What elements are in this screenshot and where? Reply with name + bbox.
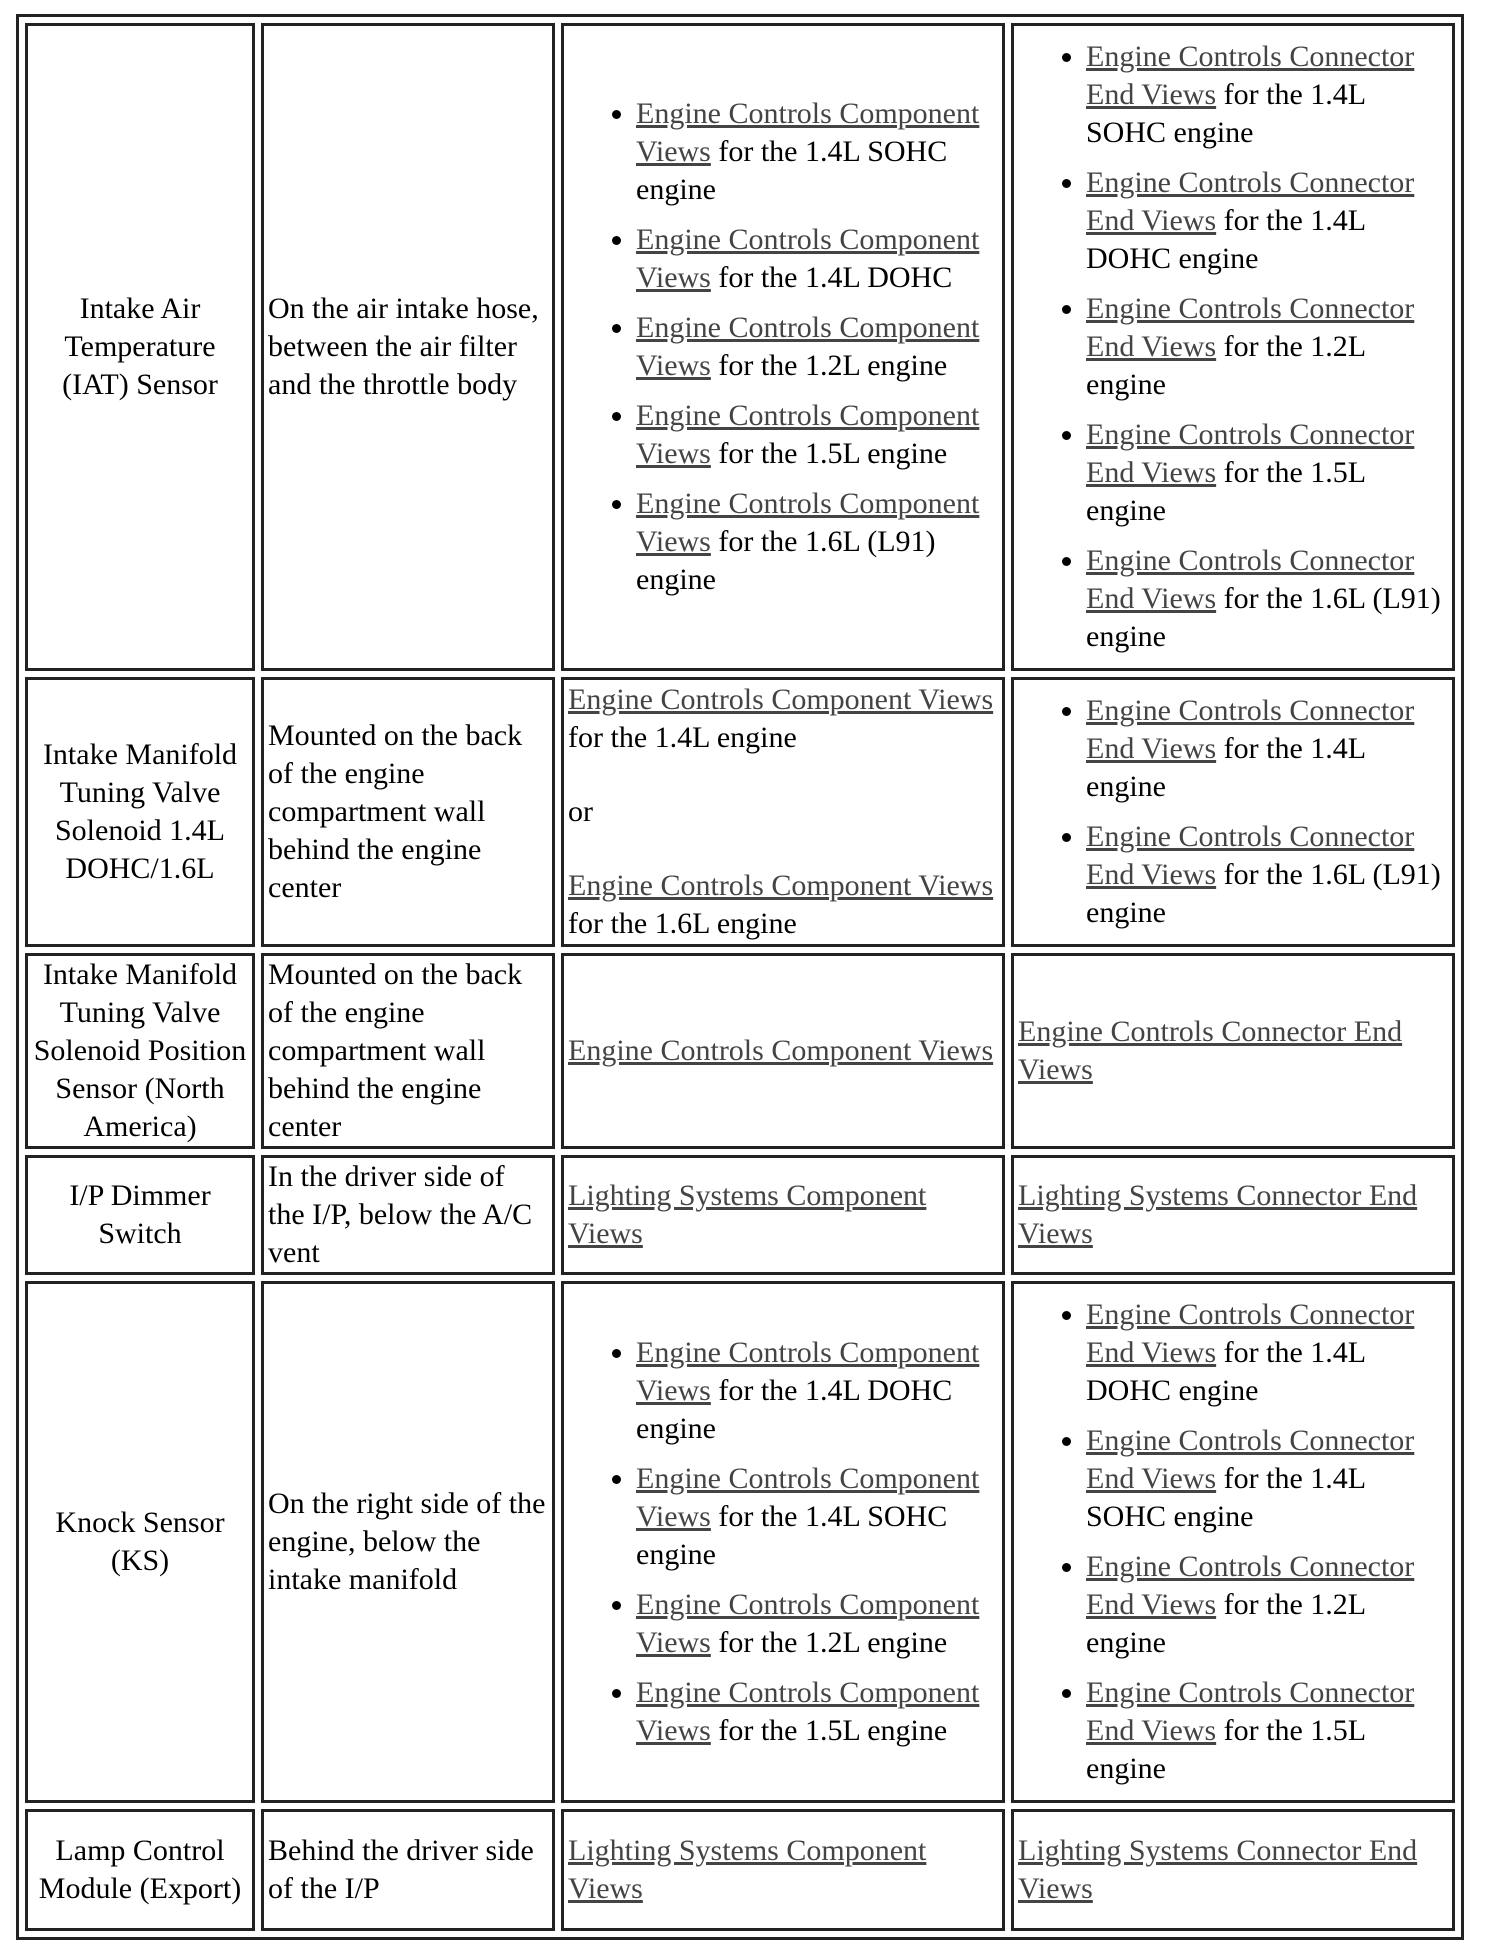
list-item xyxy=(636,1586,998,1662)
list-item xyxy=(636,1674,998,1750)
link-suffix: for the 1.2L engine xyxy=(710,349,948,382)
component-views-cell xyxy=(561,677,1005,947)
location-cell: On the air intake hose, between the air filter and the throttle body xyxy=(261,23,555,671)
list-item xyxy=(636,1460,998,1574)
link-suffix: for the 1.2L engine xyxy=(710,1626,948,1659)
component-views-list xyxy=(568,95,998,599)
component-views-cell xyxy=(561,953,1005,1149)
connector-views-cell xyxy=(1011,1809,1455,1931)
table-row xyxy=(25,23,1455,671)
connector-views-list xyxy=(1018,1296,1448,1788)
table-row xyxy=(25,953,1455,1149)
connector-end-views-link[interactable]: Lighting Systems Connector End Views xyxy=(1018,1179,1418,1250)
table-row xyxy=(25,1281,1455,1803)
component-views-link[interactable]: Engine Controls Component Views xyxy=(568,869,994,902)
link-suffix: for the 1.6L engine xyxy=(568,907,797,940)
component-views-link[interactable]: Engine Controls Component Views xyxy=(636,399,980,470)
link-suffix: for the 1.4L DOHC engine xyxy=(1086,204,1365,275)
connector-end-views-link[interactable]: Engine Controls Connector End Views xyxy=(1086,1550,1415,1621)
connector-views-cell xyxy=(1011,1155,1455,1275)
link-suffix: for the 1.4L SOHC engine xyxy=(1086,1462,1365,1533)
link-suffix: for the 1.4L engine xyxy=(568,721,797,754)
component-views-link[interactable]: Lighting Systems Component Views xyxy=(568,1834,927,1905)
list-item xyxy=(1086,164,1448,278)
component-views-link[interactable]: Engine Controls Component Views xyxy=(636,223,980,294)
list-item xyxy=(1086,542,1448,656)
location-cell: Behind the driver side of the I/P xyxy=(261,1809,555,1931)
table-row xyxy=(25,677,1455,947)
connector-end-views-link[interactable]: Engine Controls Connector End Views xyxy=(1086,694,1415,765)
list-item xyxy=(636,309,998,385)
link-suffix: for the 1.2L engine xyxy=(1086,330,1365,401)
component-views-cell xyxy=(561,1809,1005,1931)
component-views-link[interactable]: Engine Controls Component Views xyxy=(636,487,980,558)
link-suffix: for the 1.4L DOHC engine xyxy=(636,1374,953,1445)
list-item xyxy=(1086,38,1448,152)
connector-end-views-link[interactable]: Engine Controls Connector End Views xyxy=(1086,1424,1415,1495)
link-suffix: for the 1.4L DOHC engine xyxy=(1086,1336,1365,1407)
location-cell: On the right side of the engine, below the intake manifold xyxy=(261,1281,555,1803)
component-name-cell: I/P Dimmer Switch xyxy=(25,1155,255,1275)
table-row xyxy=(25,1155,1455,1275)
component-views-cell xyxy=(561,1155,1005,1275)
component-views-link[interactable]: Lighting Systems Component Views xyxy=(568,1179,927,1250)
connector-end-views-link[interactable]: Engine Controls Connector End Views xyxy=(1018,1015,1403,1086)
component-name-cell: Intake Air Temperature (IAT) Sensor xyxy=(25,23,255,671)
component-views-entry xyxy=(568,867,998,943)
component-views-cell xyxy=(561,1281,1005,1803)
or-separator: or xyxy=(568,795,593,828)
component-name-cell: Knock Sensor (KS) xyxy=(25,1281,255,1803)
component-views-link[interactable]: Engine Controls Component Views xyxy=(636,311,980,382)
component-views-cell xyxy=(561,23,1005,671)
link-suffix: for the 1.4L DOHC xyxy=(710,261,953,294)
component-views-link[interactable]: Engine Controls Component Views xyxy=(636,1462,980,1533)
connector-end-views-link[interactable]: Engine Controls Connector End Views xyxy=(1086,544,1415,615)
component-name-cell: Lamp Control Module (Export) xyxy=(25,1809,255,1931)
list-item xyxy=(636,1334,998,1448)
location-cell: Mounted on the back of the engine compartment wall behind the engine center xyxy=(261,953,555,1149)
connector-end-views-link[interactable]: Engine Controls Connector End Views xyxy=(1086,418,1415,489)
link-suffix: for the 1.2L engine xyxy=(1086,1588,1365,1659)
component-views-entry xyxy=(568,681,998,757)
link-suffix: for the 1.4L SOHC engine xyxy=(1086,78,1365,149)
component-views-link[interactable]: Engine Controls Component Views xyxy=(636,1336,980,1407)
component-name-cell: Intake Manifold Tuning Valve Solenoid Position Sensor (North America) xyxy=(25,953,255,1149)
connector-end-views-link[interactable]: Engine Controls Connector End Views xyxy=(1086,40,1415,111)
link-suffix: for the 1.6L (L91) engine xyxy=(1086,858,1441,929)
connector-end-views-link[interactable]: Engine Controls Connector End Views xyxy=(1086,1298,1415,1369)
component-name-cell: Intake Manifold Tuning Valve Solenoid 1.4L DOHC/1.6L xyxy=(25,677,255,947)
connector-end-views-link[interactable]: Engine Controls Connector End Views xyxy=(1086,820,1415,891)
link-suffix: for the 1.5L engine xyxy=(1086,456,1365,527)
list-item xyxy=(1086,1296,1448,1410)
list-item xyxy=(1086,818,1448,932)
connector-end-views-link[interactable]: Engine Controls Connector End Views xyxy=(1086,166,1415,237)
component-views-link[interactable]: Engine Controls Component Views xyxy=(636,97,980,168)
component-locator-table xyxy=(16,14,1464,1940)
connector-views-cell xyxy=(1011,953,1455,1149)
list-item xyxy=(1086,416,1448,530)
component-views-link[interactable]: Engine Controls Component Views xyxy=(636,1588,980,1659)
list-item xyxy=(1086,1548,1448,1662)
table-row xyxy=(25,1809,1455,1931)
connector-end-views-link[interactable]: Engine Controls Connector End Views xyxy=(1086,1676,1415,1747)
list-item xyxy=(636,485,998,599)
connector-views-list xyxy=(1018,692,1448,932)
list-item xyxy=(1086,692,1448,806)
component-views-link[interactable]: Engine Controls Component Views xyxy=(568,1034,994,1067)
link-suffix: for the 1.5L engine xyxy=(710,437,948,470)
component-views-link[interactable]: Engine Controls Component Views xyxy=(636,1676,980,1747)
connector-views-cell xyxy=(1011,677,1455,947)
link-suffix: for the 1.4L engine xyxy=(1086,732,1365,803)
location-cell: Mounted on the back of the engine compartment wall behind the engine center xyxy=(261,677,555,947)
list-item xyxy=(636,95,998,209)
location-cell: In the driver side of the I/P, below the A/C vent xyxy=(261,1155,555,1275)
link-suffix: for the 1.6L (L91) engine xyxy=(636,525,936,596)
connector-views-list xyxy=(1018,38,1448,656)
link-suffix: for the 1.4L SOHC engine xyxy=(636,1500,948,1571)
connector-views-cell xyxy=(1011,1281,1455,1803)
list-item xyxy=(1086,1674,1448,1788)
list-item xyxy=(636,397,998,473)
link-suffix: for the 1.6L (L91) engine xyxy=(1086,582,1441,653)
list-item xyxy=(1086,1422,1448,1536)
list-item xyxy=(1086,290,1448,404)
component-views-link[interactable]: Engine Controls Component Views xyxy=(568,683,994,716)
list-item xyxy=(636,221,998,297)
component-views-list xyxy=(568,1334,998,1750)
link-suffix: for the 1.5L engine xyxy=(1086,1714,1365,1785)
connector-views-cell xyxy=(1011,23,1455,671)
connector-end-views-link[interactable]: Lighting Systems Connector End Views xyxy=(1018,1834,1418,1905)
link-suffix: for the 1.5L engine xyxy=(710,1714,948,1747)
link-suffix: for the 1.4L SOHC engine xyxy=(636,135,948,206)
connector-end-views-link[interactable]: Engine Controls Connector End Views xyxy=(1086,292,1415,363)
